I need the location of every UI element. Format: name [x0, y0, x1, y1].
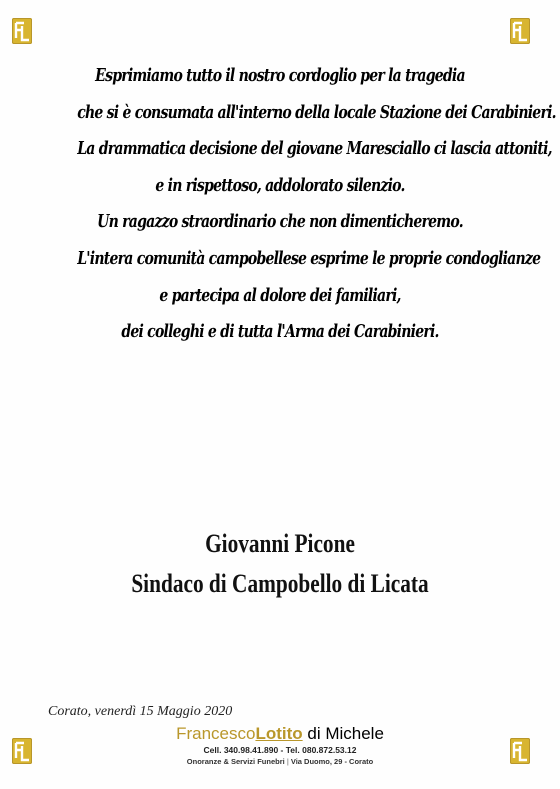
fl-logo-icon — [12, 738, 32, 764]
brand-last: Lotito — [255, 724, 303, 743]
message-line: dei colleghi e di tutta l'Arma dei Carabinieri. — [121, 321, 439, 343]
services-text: Onoranze & Servizi Funebri — [186, 757, 285, 766]
fl-logo-icon — [510, 18, 530, 44]
separator: | — [286, 757, 289, 766]
message-line: La drammatica decisione del giovane Maresciallo ci lascia attoniti, — [77, 138, 552, 160]
message-line: e partecipa al dolore dei familiari, — [159, 284, 401, 306]
signature-block — [20, 524, 540, 604]
services-line — [140, 756, 420, 767]
address-text: Via Duomo, 29 - Corato — [290, 757, 374, 766]
brand-name — [140, 724, 420, 744]
brand-first: Francesco — [176, 724, 256, 743]
funeral-home-footer — [140, 724, 420, 767]
contact-numbers: Cell. 340.98.41.890 - Tel. 080.872.53.12 — [203, 745, 357, 755]
fl-logo-icon — [510, 738, 530, 764]
fl-logo-icon — [12, 18, 32, 44]
condolence-message — [20, 58, 556, 351]
message-line: che si è consumata all'interno della locale Stazione dei Carabinieri. — [77, 101, 556, 123]
message-line: e in rispettoso, addolorato silenzio. — [155, 174, 405, 196]
notice-date: Corato, venerdì 15 Maggio 2020 — [48, 704, 233, 719]
message-line: L'intera comunità campobellese esprime le proprie condoglianze — [77, 247, 541, 269]
message-line: Un ragazzo straordinario che non dimenticheremo. — [97, 211, 463, 233]
message-line: Esprimiamo tutto il nostro cordoglio per la tragedia — [95, 65, 465, 86]
brand-suffix: di Michele — [307, 724, 384, 743]
signer-name: Giovanni Picone — [205, 529, 355, 558]
signer-title: Sindaco di Campobello di Licata — [131, 569, 429, 598]
